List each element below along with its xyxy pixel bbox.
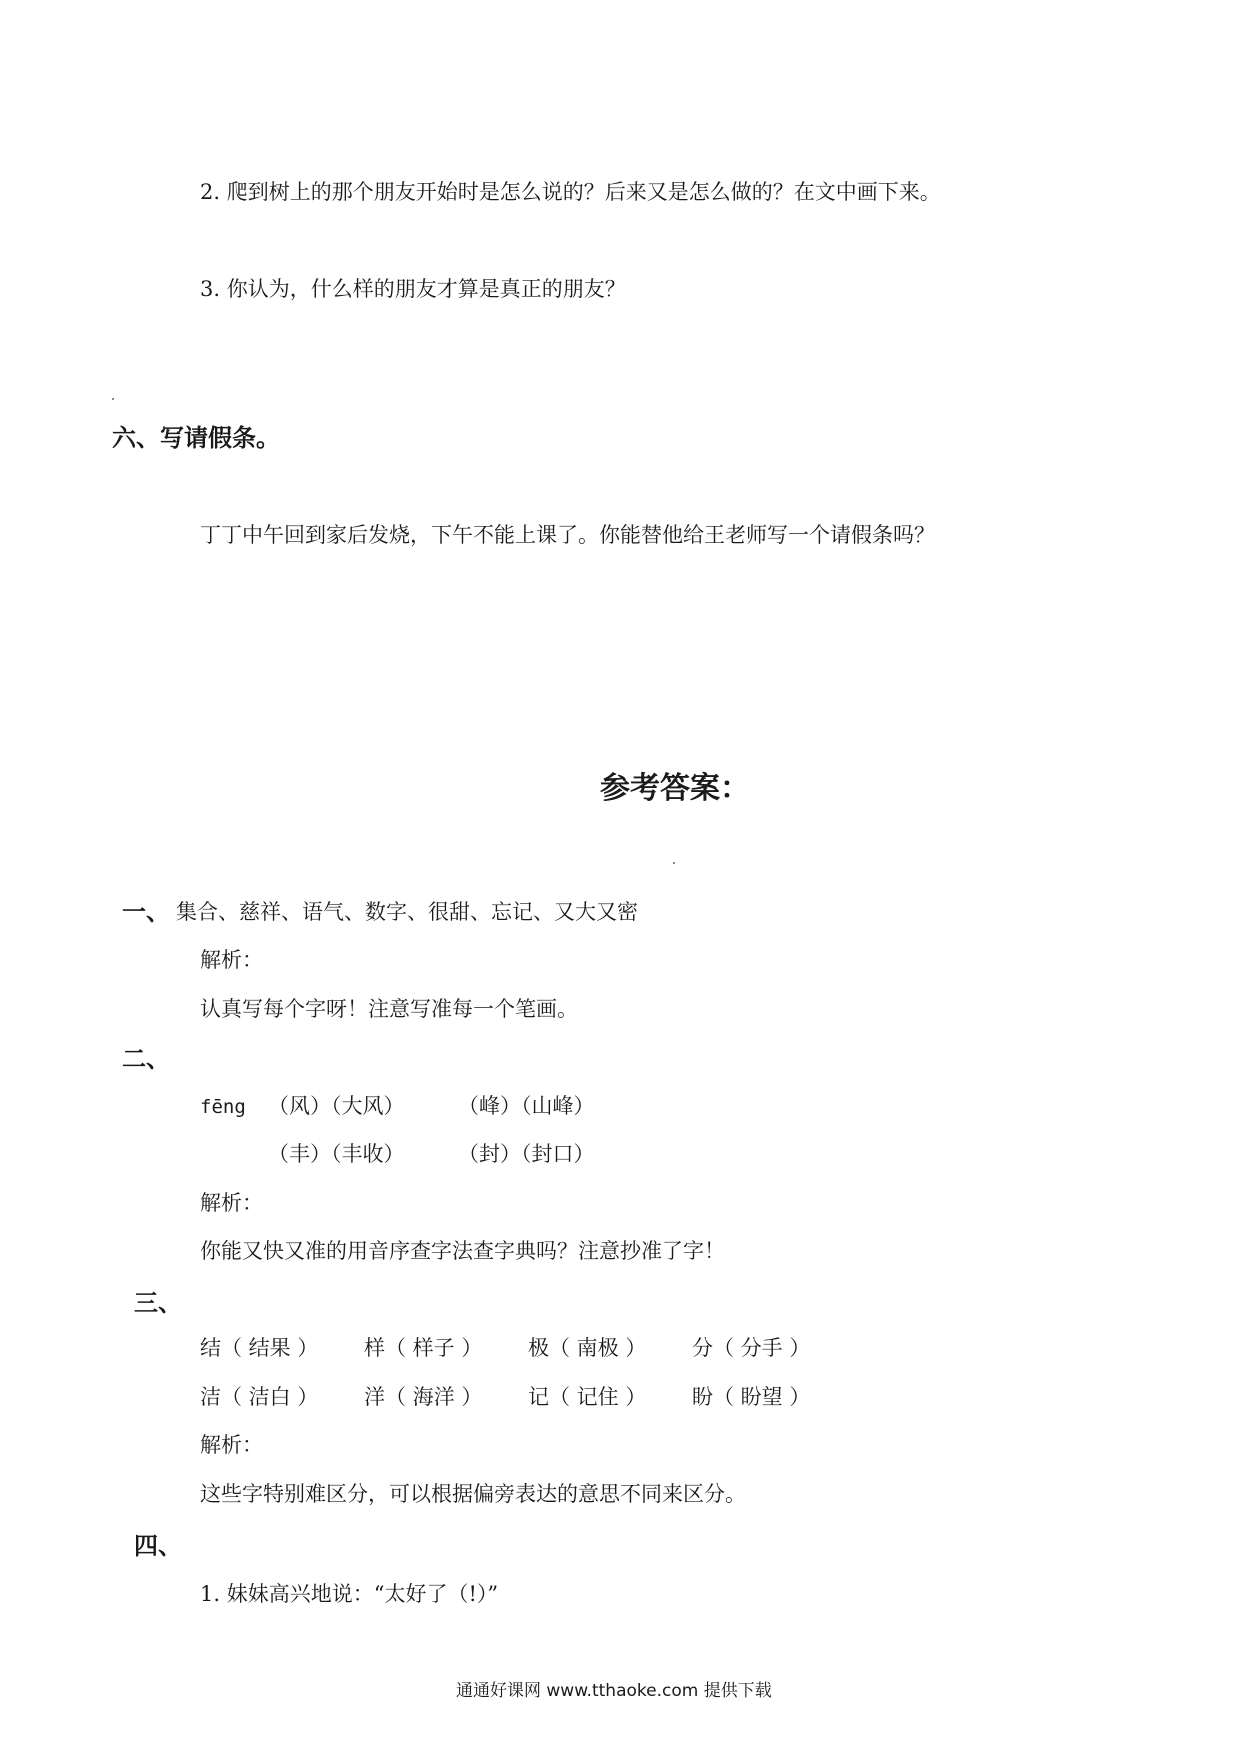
answers-title: 参考答案：: [600, 771, 750, 806]
answer-2-analysis: 你能又快又准的用音序查字法查字典吗？注意抄准了字！: [200, 1239, 725, 1263]
answer-2-cell: （封）（封口）: [458, 1142, 595, 1166]
answer-1-analysis: 认真写每个字呀！注意写准每一个笔画。: [200, 997, 578, 1021]
answer-2-pinyin: fēng: [200, 1096, 246, 1118]
answer-3-cell: 洁（ 洁白 ）: [200, 1385, 319, 1409]
answer-3-cell: 洋（ 海洋 ）: [364, 1385, 483, 1409]
footer-credit: 通通好课网 www.tthaoke.com 提供下载: [456, 1681, 772, 1701]
answer-2-cell: （丰）（丰收）: [268, 1142, 405, 1166]
answer-4-item-1: 1. 妹妹高兴地说：“太好了（!）”: [200, 1582, 499, 1606]
section-6-heading: 六、写请假条。: [112, 424, 280, 452]
answer-3-cell: 分（ 分手 ）: [692, 1336, 811, 1360]
answer-3-cell: 盼（ 盼望 ）: [692, 1385, 811, 1409]
answer-1-label: 一、: [122, 898, 170, 926]
answer-3-cell: 结（ 结果 ）: [200, 1336, 319, 1360]
answer-1-analysis-label: 解析：: [200, 948, 263, 972]
answer-1-text: 集合、慈祥、语气、数字、很甜、忘记、又大又密: [176, 900, 638, 924]
scan-speck: [112, 398, 114, 400]
question-2: 2. 爬到树上的那个朋友开始时是怎么说的？后来又是怎么做的？在文中画下来。: [200, 180, 941, 204]
answer-2-label: 二、: [122, 1045, 170, 1073]
answer-4-label: 四、: [134, 1532, 182, 1560]
answer-2-analysis-label: 解析：: [200, 1191, 263, 1215]
answer-2-cell: （风）（大风）: [268, 1094, 405, 1118]
answer-2-cell: （峰）（山峰）: [458, 1094, 595, 1118]
answer-3-analysis-label: 解析：: [200, 1433, 263, 1457]
answer-3-cell: 极（ 南极 ）: [528, 1336, 647, 1360]
scan-speck: [673, 862, 675, 864]
answer-3-cell: 记（ 记住 ）: [528, 1385, 647, 1409]
question-3: 3. 你认为，什么样的朋友才算是真正的朋友？: [200, 277, 626, 301]
section-6-prompt: 丁丁中午回到家后发烧，下午不能上课了。你能替他给王老师写一个请假条吗？: [200, 523, 935, 547]
answer-3-label: 三、: [134, 1289, 182, 1317]
answer-3-cell: 样（ 样子 ）: [364, 1336, 483, 1360]
answer-3-analysis: 这些字特别难区分，可以根据偏旁表达的意思不同来区分。: [200, 1482, 746, 1506]
